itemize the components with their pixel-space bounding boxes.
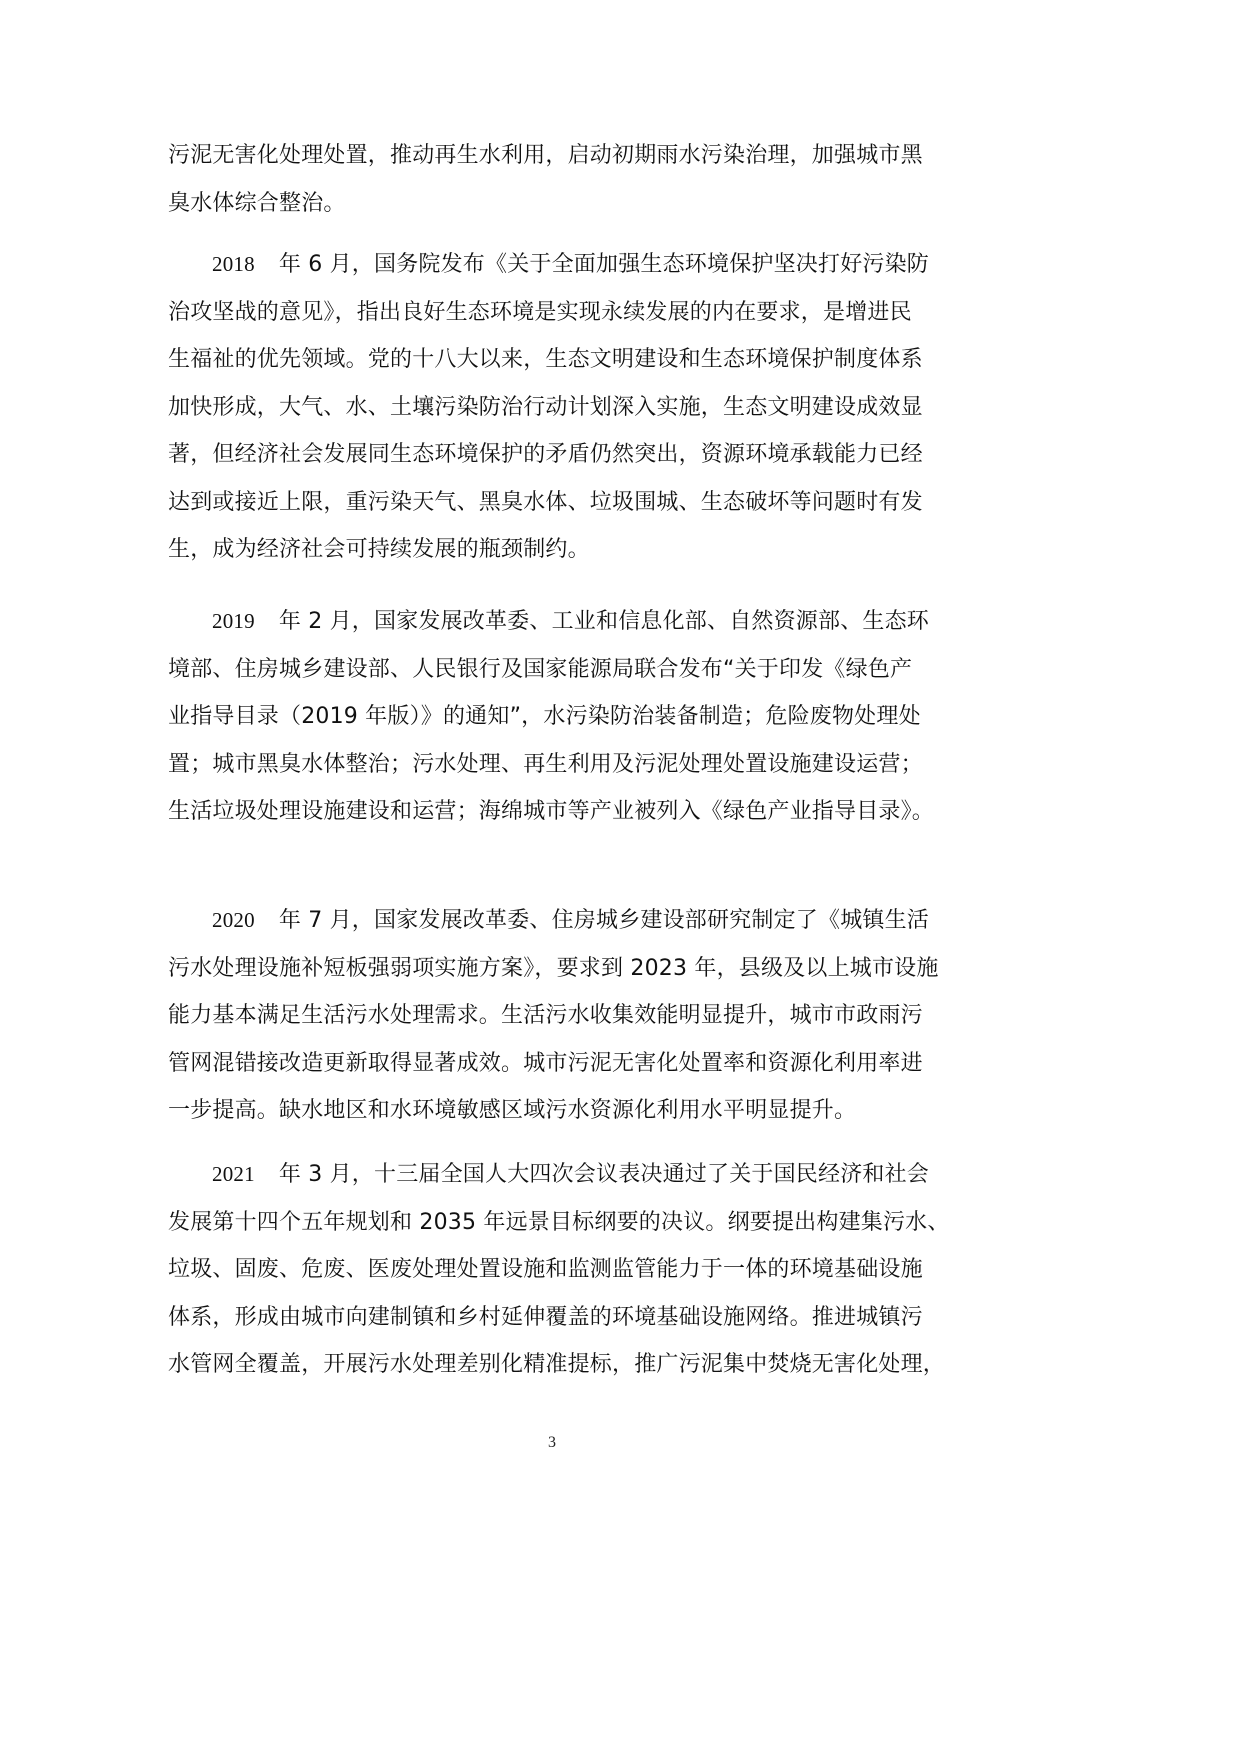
page-number: 3 (548, 1434, 556, 1451)
year-label: 2019 (212, 609, 255, 633)
year-label: 2018 (212, 252, 255, 276)
text-line-first (168, 1151, 958, 1199)
paragraph-2019 (168, 598, 958, 836)
text-line: 发展第十四个五年规划和 2035 年远景目标纲要的决议。纲要提出构建集污水、 (168, 1209, 950, 1235)
text-line: 能力基本满足生活污水处理需求。生活污水收集效能明显提升，城市市政雨污 (168, 1003, 923, 1028)
text-line: 污水处理设施补短板强弱项实施方案》，要求到 2023 年，县级及以上城市设施 (168, 955, 939, 981)
text-line: 生福祉的优先领域。党的十八大以来，生态文明建设和生态环境保护制度体系 (168, 347, 923, 372)
text-line: 加快形成，大气、水、土壤污染防治行动计划深入实施，生态文明建设成效显 (168, 394, 923, 420)
text-line: 境部、住房城乡建设部、人民银行及国家能源局联合发布“关于印发《绿色产 (168, 656, 913, 682)
paragraph-continuation (168, 132, 958, 227)
text-line: 著，但经济社会发展同生态环境保护的矛盾仍然突出，资源环境承载能力已经 (168, 442, 923, 467)
text-line: 生活垃圾处理设施建设和运营；海绵城市等产业被列入《绿色产业指导目录》。 (168, 799, 935, 824)
text-line: 年 2 月，国家发展改革委、工业和信息化部、自然资源部、生态环 (278, 609, 929, 634)
text-line-first (168, 598, 958, 646)
text-line: 年 7 月，国家发展改革委、住房城乡建设部研究制定了《城镇生活 (278, 908, 929, 933)
text-line: 业指导目录（2019 年版）》的通知”，水污染防治装备制造；危险废物处理处 (168, 704, 921, 729)
text-line-first (168, 897, 958, 945)
text-line: 污泥无害化处理处置，推动再生水利用，启动初期雨水污染治理，加强城市黑 (168, 143, 923, 168)
text-line: 生，成为经济社会可持续发展的瓶颈制约。 (168, 537, 590, 562)
text-line: 体系，形成由城市向建制镇和乡村延伸覆盖的环境基础设施网络。推进城镇污 (168, 1304, 923, 1330)
text-line: 管网混错接改造更新取得显著成效。城市污泥无害化处置率和资源化利用率进 (168, 1050, 923, 1076)
text-line: 臭水体综合整治。 (168, 190, 346, 216)
paragraph-2018 (168, 241, 958, 574)
year-label: 2021 (212, 1162, 255, 1186)
paragraph-2020 (168, 897, 958, 1135)
text-line: 年 6 月，国务院发布《关于全面加强生态环境保护坚决打好污染防 (278, 252, 929, 277)
text-line: 置；城市黑臭水体整治；污水处理、再生利用及污泥处理处置设施建设运营； (168, 751, 923, 777)
text-line: 年 3 月，十三届全国人大四次会议表决通过了关于国民经济和社会 (278, 1162, 929, 1187)
paragraph-2021 (168, 1151, 958, 1389)
text-line: 水管网全覆盖，开展污水处理差别化精准提标，推广污泥集中焚烧无害化处理， (168, 1352, 946, 1377)
year-label: 2020 (212, 908, 255, 932)
text-line: 治攻坚战的意见》，指出良好生态环境是实现永续发展的内在要求，是增进民 (168, 299, 912, 325)
text-line: 达到或接近上限，重污染天气、黑臭水体、垃圾围城、生态破坏等问题时有发 (168, 489, 923, 515)
text-line: 一步提高。缺水地区和水环境敏感区域污水资源化利用水平明显提升。 (168, 1098, 857, 1123)
text-line: 垃圾、固废、危废、医废处理处置设施和监测监管能力于一体的环境基础设施 (168, 1257, 923, 1282)
text-line-first (168, 241, 958, 289)
